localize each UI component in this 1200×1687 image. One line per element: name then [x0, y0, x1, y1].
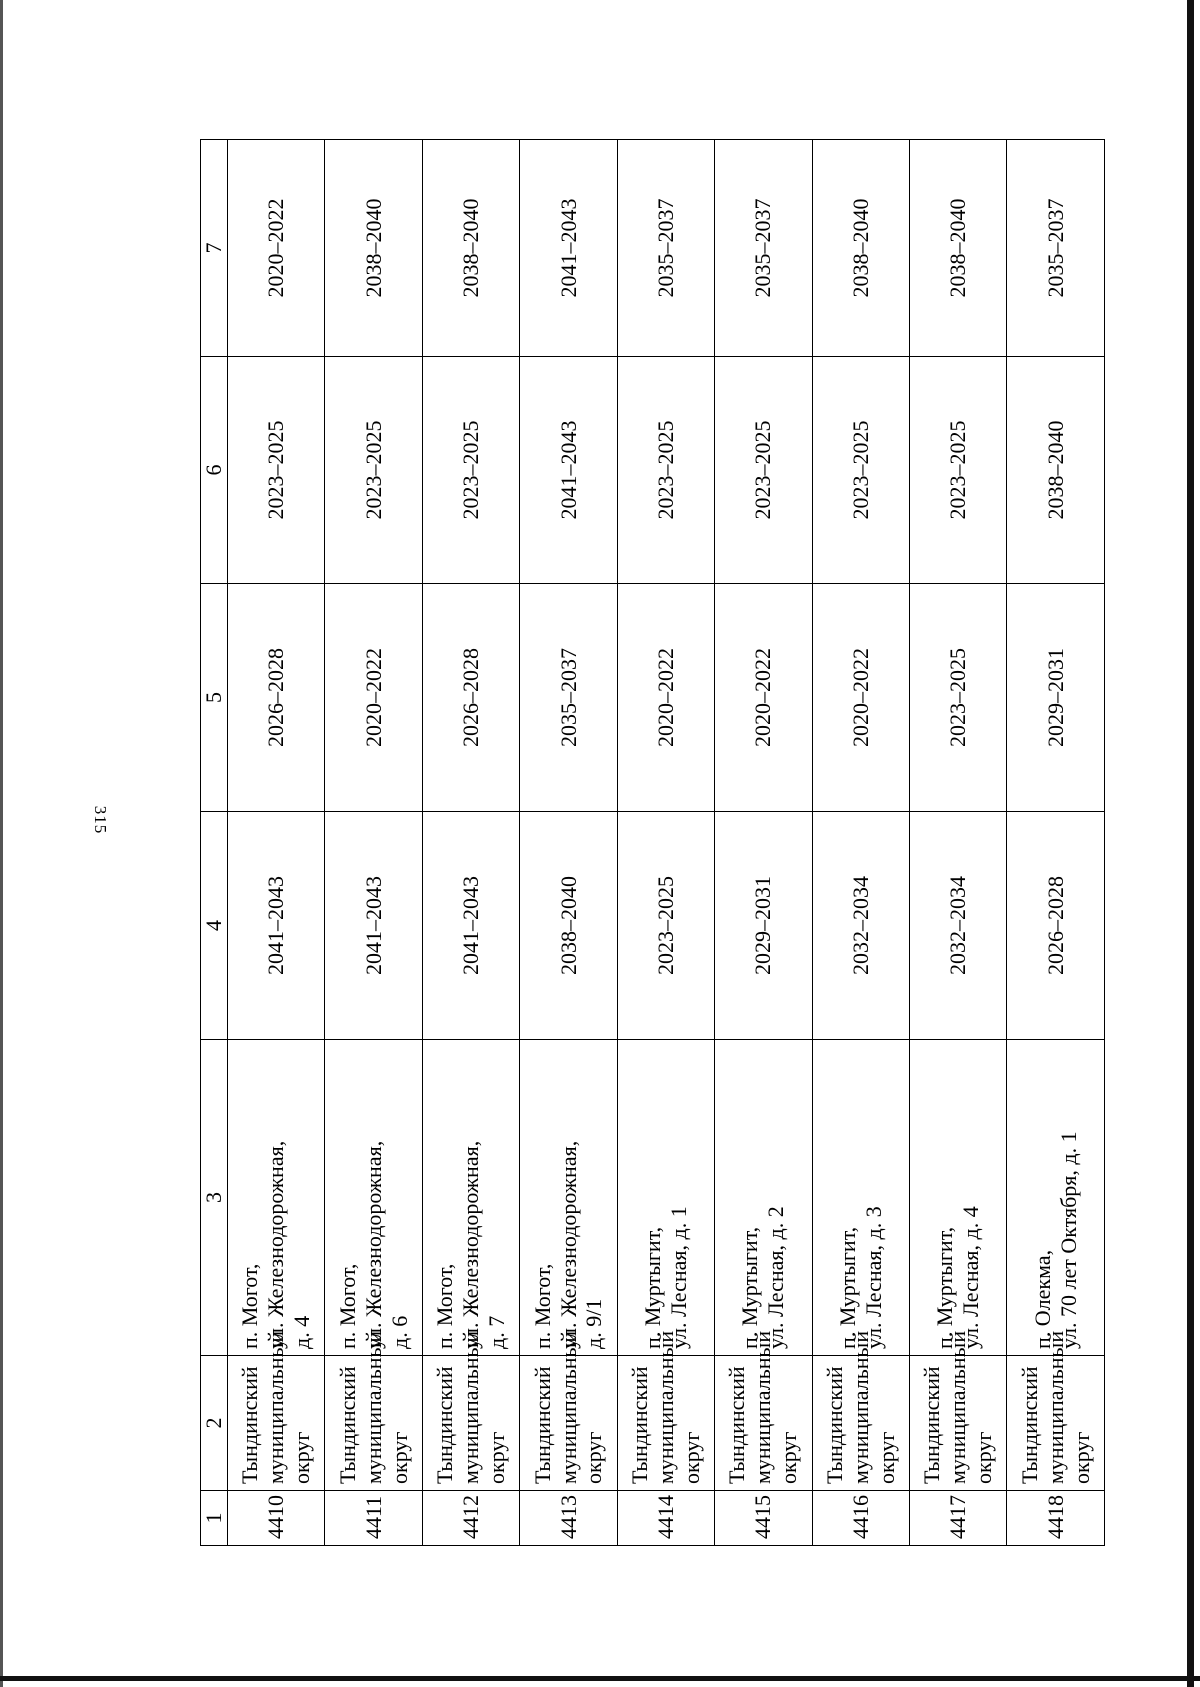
table-body [227, 140, 1104, 1546]
district-cell [520, 1330, 617, 1491]
address-line: п. Муртыгит, [932, 1226, 958, 1349]
row-number-cell: 4412 [422, 1491, 519, 1546]
district-line: Тындинский [724, 1366, 750, 1484]
district-line: округ [971, 1431, 997, 1484]
district-line: округ [581, 1431, 607, 1484]
address-cell [910, 1040, 1007, 1356]
address-line: д. 4 [289, 1315, 315, 1349]
period-cell-7: 2041–2043 [520, 140, 617, 357]
period-cell-7: 2038–2040 [910, 140, 1007, 357]
table-row [812, 140, 909, 1546]
row-number-cell: 4414 [617, 1491, 714, 1546]
period-cell-5: 2020–2022 [812, 584, 909, 812]
page-number: 315 [91, 805, 110, 835]
district-line: Тындинский [334, 1366, 360, 1484]
address-line: п. Могот, [237, 1263, 263, 1349]
table-row [1007, 140, 1105, 1546]
table-row [325, 140, 422, 1546]
address-line: ул. Железнодорожная, [458, 1140, 484, 1349]
address-line: ул. Лесная, д. 2 [763, 1206, 789, 1349]
period-cell-4: 2026–2028 [1007, 812, 1105, 1040]
row-number-cell: 4413 [520, 1491, 617, 1546]
table-row [227, 140, 324, 1546]
period-cell-4: 2032–2034 [910, 812, 1007, 1040]
column-header-7: 7 [201, 140, 228, 357]
scan-edge-bottom [0, 1676, 1200, 1681]
period-cell-7: 2035–2037 [617, 140, 714, 357]
district-line: муниципальный [847, 1330, 873, 1484]
period-cell-5: 2026–2028 [422, 584, 519, 812]
district-cell [910, 1330, 1007, 1491]
column-header-1: 1 [201, 1491, 228, 1546]
address-line: п. Олекма, [1029, 1249, 1055, 1349]
district-line: Тындинский [919, 1366, 945, 1484]
period-cell-6: 2023–2025 [910, 357, 1007, 584]
period-cell-4: 2023–2025 [617, 812, 714, 1040]
address-cell [1007, 1040, 1105, 1356]
row-number-cell: 4410 [227, 1491, 324, 1546]
address-cell [422, 1040, 519, 1356]
period-cell-6: 2023–2025 [422, 357, 519, 584]
district-line: Тындинский [237, 1366, 263, 1484]
district-line: Тындинский [626, 1366, 652, 1484]
period-cell-6: 2038–2040 [1007, 357, 1105, 584]
address-line: п. Могот, [432, 1263, 458, 1349]
column-header-6: 6 [201, 357, 228, 584]
column-header-2: 2 [201, 1356, 228, 1491]
row-number-cell: 4416 [812, 1491, 909, 1546]
column-header-5: 5 [201, 584, 228, 812]
district-line: Тындинский [432, 1366, 458, 1484]
period-cell-4: 2029–2031 [715, 812, 812, 1040]
address-cell [520, 1040, 617, 1356]
address-line: п. Муртыгит, [737, 1226, 763, 1349]
period-cell-6: 2023–2025 [715, 357, 812, 584]
row-number-cell: 4411 [325, 1491, 422, 1546]
table-row [715, 140, 812, 1546]
table-row [617, 140, 714, 1546]
address-line: п. Могот, [334, 1263, 360, 1349]
address-line: ул. Железнодорожная, [263, 1140, 289, 1349]
address-cell [325, 1040, 422, 1356]
district-line: муниципальный [750, 1330, 776, 1484]
table-row [520, 140, 617, 1546]
address-cell [812, 1040, 909, 1356]
period-cell-6: 2023–2025 [812, 357, 909, 584]
district-line: округ [873, 1431, 899, 1484]
period-cell-4: 2038–2040 [520, 812, 617, 1040]
district-line: округ [1068, 1431, 1094, 1484]
district-line: муниципальный [458, 1330, 484, 1484]
district-line: муниципальный [555, 1330, 581, 1484]
district-line: округ [484, 1431, 510, 1484]
period-cell-7: 2038–2040 [812, 140, 909, 357]
address-line: д. 6 [386, 1315, 412, 1349]
period-cell-6: 2041–2043 [520, 357, 617, 584]
address-cell [617, 1040, 714, 1356]
period-cell-4: 2041–2043 [325, 812, 422, 1040]
period-cell-6: 2023–2025 [325, 357, 422, 584]
registry-table [200, 139, 1105, 1546]
address-line: ул. Лесная, д. 3 [860, 1206, 886, 1349]
table-container [200, 140, 1105, 1546]
address-cell [227, 1040, 324, 1356]
district-line: муниципальный [652, 1330, 678, 1484]
row-number-cell: 4417 [910, 1491, 1007, 1546]
table-row [910, 140, 1007, 1546]
address-cell [715, 1040, 812, 1356]
period-cell-7: 2038–2040 [422, 140, 519, 357]
district-cell [812, 1330, 909, 1491]
address-line: д. 7 [484, 1315, 510, 1349]
column-header-3: 3 [201, 1040, 228, 1356]
scan-edge-left [0, 0, 3, 1687]
period-cell-7: 2035–2037 [715, 140, 812, 357]
district-line: Тындинский [529, 1366, 555, 1484]
row-number-cell: 4418 [1007, 1491, 1105, 1546]
district-line: муниципальный [945, 1330, 971, 1484]
district-cell [1007, 1330, 1105, 1491]
period-cell-7: 2035–2037 [1007, 140, 1105, 357]
period-cell-5: 2035–2037 [520, 584, 617, 812]
district-line: муниципальный [263, 1330, 289, 1484]
period-cell-6: 2023–2025 [227, 357, 324, 584]
period-cell-4: 2032–2034 [812, 812, 909, 1040]
district-cell [715, 1330, 812, 1491]
address-line: п. Муртыгит, [639, 1226, 665, 1349]
period-cell-7: 2038–2040 [325, 140, 422, 357]
address-line: ул. Железнодорожная, [555, 1140, 581, 1349]
period-cell-7: 2020–2022 [227, 140, 324, 357]
district-line: округ [289, 1431, 315, 1484]
district-line: округ [678, 1431, 704, 1484]
district-line: Тындинский [1016, 1366, 1042, 1484]
district-line: муниципальный [1042, 1330, 1068, 1484]
header-row [201, 140, 228, 1546]
period-cell-5: 2029–2031 [1007, 584, 1105, 812]
address-line: ул. Лесная, д. 1 [665, 1206, 691, 1349]
period-cell-5: 2026–2028 [227, 584, 324, 812]
address-line: п. Могот, [529, 1263, 555, 1349]
period-cell-5: 2020–2022 [715, 584, 812, 812]
period-cell-5: 2020–2022 [325, 584, 422, 812]
address-line: д. 9/1 [581, 1298, 607, 1349]
period-cell-4: 2041–2043 [227, 812, 324, 1040]
address-line: п. Муртыгит, [834, 1226, 860, 1349]
district-cell [617, 1330, 714, 1491]
row-number-cell: 4415 [715, 1491, 812, 1546]
district-line: округ [386, 1431, 412, 1484]
period-cell-5: 2023–2025 [910, 584, 1007, 812]
table-row [422, 140, 519, 1546]
district-line: округ [776, 1431, 802, 1484]
address-line: ул. Железнодорожная, [360, 1140, 386, 1349]
district-line: муниципальный [360, 1330, 386, 1484]
district-line: Тындинский [821, 1366, 847, 1484]
scan-edge-right [1187, 0, 1194, 1687]
column-header-4: 4 [201, 812, 228, 1040]
period-cell-6: 2023–2025 [617, 357, 714, 584]
period-cell-5: 2020–2022 [617, 584, 714, 812]
period-cell-4: 2041–2043 [422, 812, 519, 1040]
address-line: ул. Лесная, д. 4 [958, 1206, 984, 1349]
address-line: ул. 70 лет Октября, д. 1 [1055, 1131, 1081, 1349]
